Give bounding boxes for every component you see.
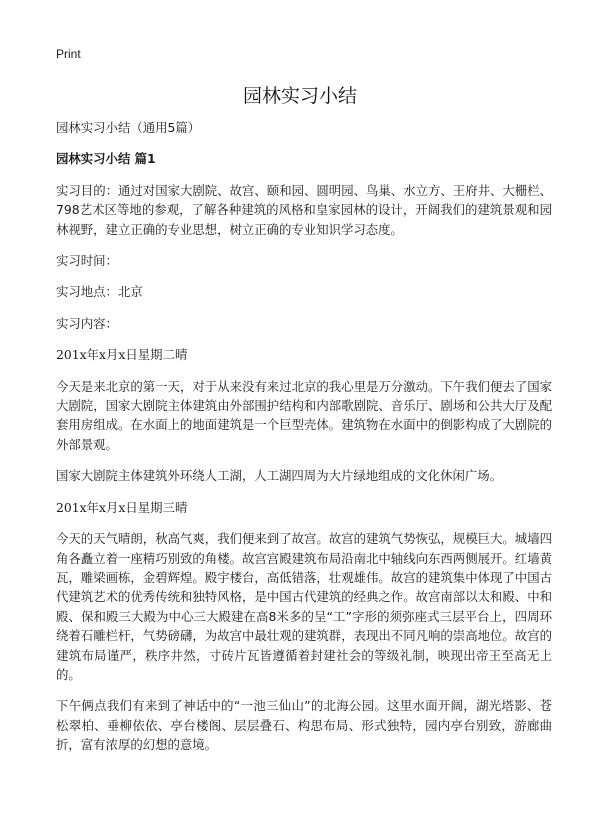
print-link[interactable]: Print	[56, 47, 81, 61]
section-heading: 园林实习小结 篇1	[56, 151, 156, 167]
time-line: 实习时间：	[56, 253, 118, 269]
purpose-paragraph: 实习目的：通过对国家大剧院、故宫、颐和园、圆明园、鸟巢、水立方、王府井、大栅栏、798艺术区等地的参观，了解各种建筑的风格和皇家园林的设计，开阔我们的建筑景观和园林视野，建立正确的专业思想，树立正确的专业知识学习态度。	[56, 182, 552, 237]
document-subtitle: 园林实习小结（通用5篇）	[56, 120, 201, 135]
body-paragraph: 国家大剧院主体建筑外环绕人工湖，人工湖四周为大片绿地组成的文化休闲广场。	[56, 468, 503, 484]
page-title: 园林实习小结	[242, 85, 357, 107]
place-line: 实习地点：北京	[56, 284, 143, 300]
content-label: 实习内容：	[56, 315, 118, 331]
date-heading: 201x年x月x日星期三晴	[56, 499, 188, 515]
body-paragraph: 今天的天气晴朗，秋高气爽，我们便来到了故宫。故宫的建筑气势恢弘，规模巨大。城墙四角各矗立着一座精巧别致的角楼。故宫宫殿建筑布局沿南北中轴线向东西两侧展开。红墙黄瓦，雕梁画栋，金碧辉煌。殿宇楼台，高低错落，壮观雄伟。故宫的建筑集中体现了中国古代建筑艺术的优秀传统和独特风格，是中国古代建筑的经典之作。故宫南部以太和殿、中和殿、保和殿三大殿为中心三大殿建在高8米多的呈“工”字形的须弥座式三层平台上，四周环绕着石雕栏杆，气势磅礴，为故宫中最壮观的建筑群，表现出不同凡响的崇高地位。故宫的建筑布局谨严，秩序井然，寸砖片瓦皆遵循着封建社会的等级礼制，映现出帝王至高无上的。	[56, 531, 552, 682]
body-paragraph: 下午俩点我们有来到了神话中的“一池三仙山”的北海公园。这里水面开阔，湖光塔影、苍松翠柏、垂柳依依、亭台楼阁、层层叠石、构思布局、形式独特，园内亭台别致，游廊曲折，富有浓厚的幻想的意境。	[56, 698, 552, 753]
date-heading: 201x年x月x日星期二晴	[56, 347, 188, 363]
body-paragraph: 今天是来北京的第一天，对于从来没有来过北京的我心里是万分激动。下午我们便去了国家大剧院，国家大剧院主体建筑由外部围护结构和内部歌剧院、音乐厅、剧场和公共大厅及配套用房组成。在水面上的地面建筑是一个巨型壳体。建筑物在水面中的倒影构成了大剧院的外部景观。	[56, 378, 552, 452]
document-body	[56, 118, 552, 767]
